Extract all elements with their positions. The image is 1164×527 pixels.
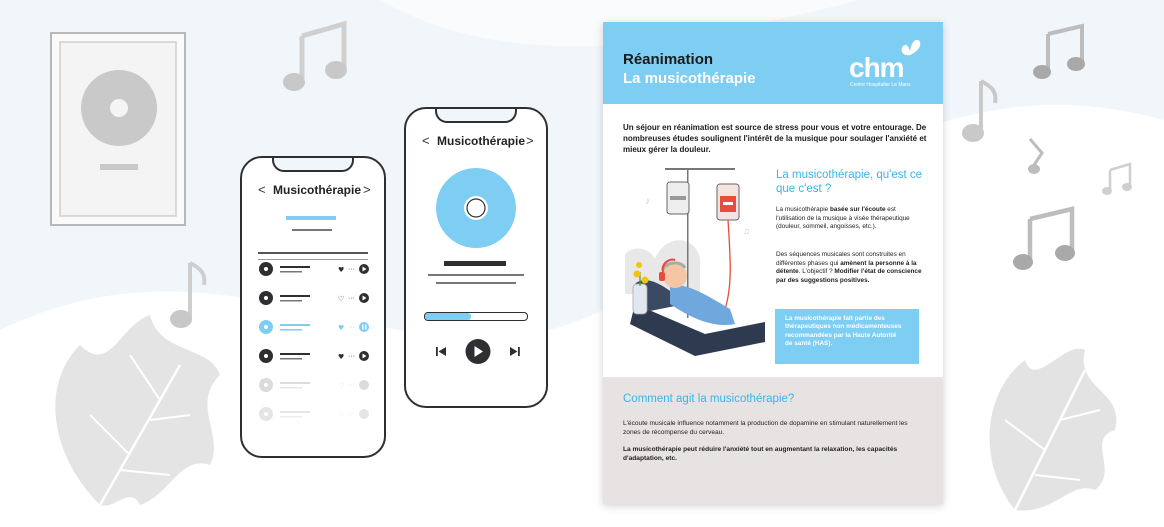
- phone-playlist-mockup: [240, 156, 386, 458]
- flyer-subtitle: La musicothérapie: [623, 70, 756, 87]
- list-item: [259, 291, 369, 305]
- has-callout-box: [775, 309, 919, 364]
- svg-text:···: ···: [348, 382, 355, 389]
- section-heading: La musicothérapie, qu'est ce que c'est ?: [776, 169, 923, 195]
- phone-notch: [435, 107, 517, 123]
- music-note-icon: [1018, 135, 1058, 180]
- list-item: [259, 407, 369, 421]
- section-paragraph: La musicothérapie basée sur l'écoute est l'utilisation de la musique à visée thérapeutique (douleur, sommeil, angoisses, etc.).: [776, 206, 910, 231]
- phone-notch: [272, 156, 354, 172]
- svg-text:♡: ♡: [338, 295, 345, 303]
- next-chevron-icon[interactable]: >: [363, 182, 371, 197]
- svg-text:♫: ♫: [743, 226, 750, 236]
- callout-text: La musicothérapie fait partie des thérapeutiques non médicamenteuses recommandées par la Haute Autorité de santé (HAS).: [785, 315, 902, 348]
- progress-bar[interactable]: [424, 312, 528, 321]
- svg-text:···: ···: [348, 295, 355, 302]
- svg-text:♪: ♪: [645, 196, 650, 207]
- track-info-bar: [436, 282, 516, 284]
- previous-track-icon[interactable]: [436, 347, 446, 356]
- play-button[interactable]: [466, 339, 491, 364]
- track-list: [254, 258, 374, 428]
- svg-text:♡: ♡: [338, 382, 345, 390]
- list-item: [259, 378, 369, 392]
- music-note-icon: [1010, 205, 1090, 275]
- music-note-icon: [1100, 160, 1140, 200]
- music-note-icon: [955, 75, 1015, 155]
- svg-text:···: ···: [348, 411, 355, 418]
- list-item: [259, 262, 369, 276]
- flyer-intro: Un séjour en réanimation est source de stress pour vous et votre entourage. De nombreuses études soulignent l'intérêt de la musique pour soulager l'anxiété et mieux gérer la douleur.: [623, 123, 927, 154]
- svg-text:···: ···: [348, 353, 355, 360]
- phone-title: Musicothérapie: [437, 134, 526, 148]
- divider: [258, 252, 368, 254]
- svg-text:♥: ♥: [338, 324, 345, 332]
- vinyl-frame-illustration: [48, 30, 190, 230]
- patient-headphones-illustration: [625, 164, 775, 364]
- next-track-icon[interactable]: [510, 347, 520, 356]
- player-controls: [432, 337, 524, 367]
- leaf-illustration: [975, 330, 1125, 520]
- section-paragraph: Des séquences musicales sont construites en différentes phases qui amènent la personne à la détente. L'objectif ? Modifier l'état de conscience par des suggestions positives.: [776, 251, 922, 284]
- phone-player-mockup: [404, 107, 548, 408]
- list-item: [259, 349, 369, 363]
- track-artist-bar: [428, 274, 524, 276]
- previous-chevron-icon[interactable]: <: [422, 133, 430, 148]
- svg-text:···: ···: [348, 266, 355, 273]
- section-paragraph: La musicothérapie peut réduire l'anxiété tout en augmentant la relaxation, les capacités d'adaptation, etc.: [623, 446, 898, 462]
- butterfly-logo-icon: [897, 37, 923, 59]
- flyer-document: [603, 22, 943, 504]
- list-item-active: [259, 320, 369, 334]
- vinyl-disc-icon: [434, 166, 518, 250]
- svg-text:···: ···: [348, 324, 355, 331]
- leaf-illustration: [40, 305, 230, 515]
- flyer-title: Réanimation: [623, 51, 714, 68]
- svg-text:♡: ♡: [338, 411, 345, 419]
- progress-fill: [425, 313, 471, 320]
- chm-logo-subtext: Centre Hospitalier Le Mans: [850, 82, 911, 88]
- music-note-icon: [270, 10, 360, 100]
- track-title-bar: [444, 261, 506, 266]
- chm-logo: chm: [849, 52, 904, 83]
- section-heading: Comment agit la musicothérapie?: [623, 393, 795, 405]
- playlist-subtitle-bar: [292, 229, 332, 231]
- playlist-title-bar: [286, 216, 336, 220]
- previous-chevron-icon[interactable]: <: [258, 182, 266, 197]
- phone-title: Musicothérapie: [273, 183, 362, 197]
- svg-text:♥: ♥: [338, 266, 345, 274]
- music-note-icon: [1030, 22, 1100, 92]
- next-chevron-icon[interactable]: >: [526, 133, 534, 148]
- section-paragraph: L'écoute musicale influence notamment la production de dopamine en stimulant naturellement les zones de récompense du cerveau.: [623, 420, 908, 436]
- svg-text:♥: ♥: [338, 353, 345, 361]
